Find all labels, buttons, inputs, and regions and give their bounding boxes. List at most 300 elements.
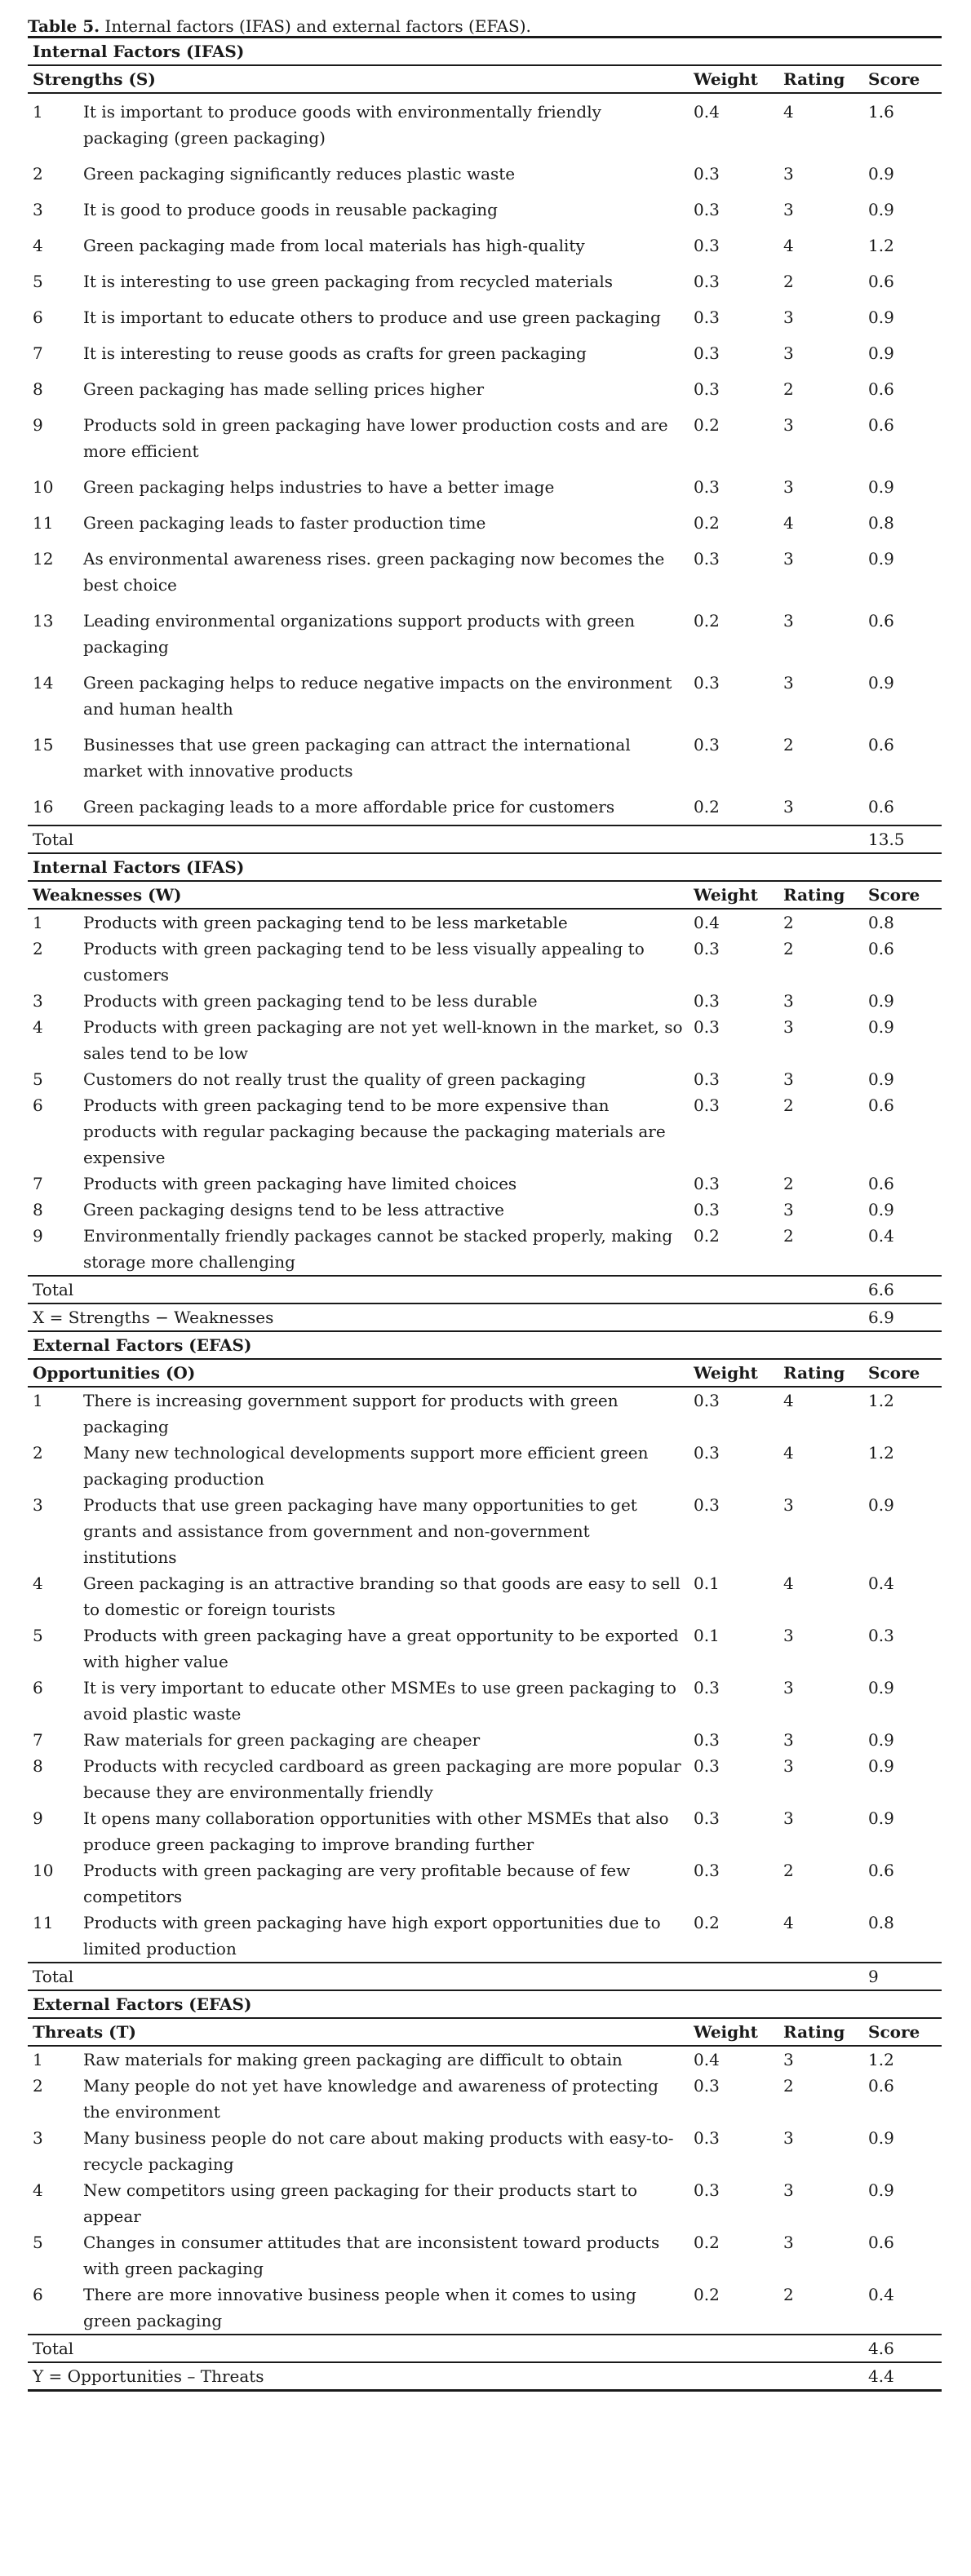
item-number: 8: [33, 379, 43, 399]
table-row: [28, 541, 942, 603]
total-label: Total: [28, 1276, 863, 1303]
item-description: Products with green packaging have high export opportunities due to limited production: [83, 1913, 661, 1959]
threats-total: [28, 2335, 942, 2391]
item-description: Many people do not yet have knowledge and awareness of protecting the environment: [83, 2076, 658, 2122]
item-weight: 0.3: [694, 1861, 720, 1880]
item-rating: 3: [783, 611, 794, 631]
group-heading: Opportunities (O): [28, 1359, 689, 1387]
table-row: [28, 1675, 942, 1727]
item-number: 5: [33, 1069, 43, 1089]
weight-header: Weight: [689, 881, 778, 909]
table-row: [28, 603, 942, 665]
item-rating: 3: [783, 1626, 794, 1645]
table-row: [28, 371, 942, 407]
item-weight: 0.3: [694, 1808, 720, 1828]
x-row: [28, 1303, 942, 1331]
item-weight: 0.3: [694, 1756, 720, 1776]
item-rating: 2: [783, 939, 794, 958]
item-rating: 4: [783, 1391, 794, 1410]
weaknesses-rows: [28, 909, 942, 1276]
item-score: 0.6: [868, 379, 894, 399]
group-heading: Weaknesses (W): [28, 881, 689, 909]
item-number: 1: [33, 2050, 43, 2069]
item-number: 4: [33, 236, 43, 255]
x-value: 6.9: [863, 1303, 942, 1331]
table-row: [28, 505, 942, 541]
item-description: Changes in consumer attitudes that are inconsistent toward products with green packaging: [83, 2233, 660, 2278]
item-rating: 3: [783, 1069, 794, 1089]
item-rating: 4: [783, 1443, 794, 1463]
item-number: 14: [33, 673, 54, 693]
item-score: 0.6: [868, 735, 894, 755]
table-row: [28, 299, 942, 335]
item-rating: 2: [783, 1095, 794, 1115]
item-description: Products with green packaging are very profitable because of few competitors: [83, 1861, 631, 1906]
item-rating: 2: [783, 272, 794, 291]
item-rating: 3: [783, 1495, 794, 1515]
item-rating: 3: [783, 1730, 794, 1750]
item-weight: 0.3: [694, 1200, 720, 1219]
item-weight: 0.2: [694, 797, 720, 817]
y-label: Y = Opportunities – Threats: [28, 2362, 863, 2391]
total-row: [28, 1276, 942, 1303]
table-row: [28, 1092, 942, 1171]
item-description: Raw materials for making green packaging are difficult to obtain: [83, 2050, 623, 2069]
item-rating: 3: [783, 1017, 794, 1037]
item-rating: 3: [783, 343, 794, 363]
item-weight: 0.4: [694, 913, 720, 932]
item-rating: 2: [783, 1226, 794, 1246]
rating-header: Rating: [778, 2018, 863, 2046]
item-score: 0.9: [868, 549, 894, 569]
item-number: 3: [33, 1495, 43, 1515]
section-title: Internal Factors (IFAS): [28, 853, 942, 881]
table-row: [28, 156, 942, 192]
item-number: 15: [33, 735, 54, 755]
item-rating: 3: [783, 797, 794, 817]
item-score: 0.9: [868, 1730, 894, 1750]
score-header: Score: [863, 881, 942, 909]
item-rating: 3: [783, 549, 794, 569]
strengths-block: [28, 38, 942, 94]
table-row: [28, 1197, 942, 1223]
item-description: Green packaging made from local materials has high-quality: [83, 236, 585, 255]
item-description: Products with green packaging tend to be less marketable: [83, 913, 568, 932]
total-label: Total: [28, 1963, 863, 1990]
item-number: 9: [33, 415, 43, 435]
item-weight: 0.2: [694, 1226, 720, 1246]
total-label: Total: [28, 2335, 863, 2362]
item-weight: 0.3: [694, 1495, 720, 1515]
item-score: 1.2: [868, 1443, 894, 1463]
item-rating: 2: [783, 1174, 794, 1193]
item-score: 1.6: [868, 102, 894, 122]
item-weight: 0.3: [694, 939, 720, 958]
item-weight: 0.3: [694, 1391, 720, 1410]
item-score: 0.8: [868, 913, 894, 932]
item-number: 5: [33, 1626, 43, 1645]
item-score: 0.9: [868, 1495, 894, 1515]
item-weight: 0.3: [694, 735, 720, 755]
item-description: As environmental awareness rises. green packaging now becomes the best choice: [83, 549, 665, 595]
group-header-row: [28, 881, 942, 909]
weight-header: Weight: [689, 1359, 778, 1387]
item-weight: 0.2: [694, 415, 720, 435]
table-row: [28, 1570, 942, 1622]
item-score: 1.2: [868, 2050, 894, 2069]
item-weight: 0.4: [694, 102, 720, 122]
item-score: 0.6: [868, 2076, 894, 2096]
item-score: 0.9: [868, 308, 894, 327]
item-weight: 0.2: [694, 2233, 720, 2252]
item-rating: 3: [783, 477, 794, 497]
table-row: [28, 1492, 942, 1570]
item-description: Green packaging helps industries to have a better image: [83, 477, 555, 497]
item-description: It is important to educate others to produce and use green packaging: [83, 308, 661, 327]
table-row: [28, 2046, 942, 2073]
item-score: 1.2: [868, 1391, 894, 1410]
item-rating: 3: [783, 164, 794, 184]
section-title-row: [28, 1331, 942, 1359]
table-row: [28, 93, 942, 156]
table-row: [28, 2177, 942, 2229]
item-description: Many new technological developments support more efficient green packaging production: [83, 1443, 649, 1489]
item-description: Green packaging leads to a more affordable price for customers: [83, 797, 615, 817]
item-number: 4: [33, 2180, 43, 2200]
table-row: [28, 665, 942, 727]
item-rating: 3: [783, 200, 794, 219]
total-value: 6.6: [863, 1276, 942, 1303]
item-score: 0.9: [868, 164, 894, 184]
item-number: 12: [33, 549, 54, 569]
item-description: Businesses that use green packaging can attract the international market with innovative products: [83, 735, 631, 781]
item-description: Products sold in green packaging have lower production costs and are more efficient: [83, 415, 668, 461]
y-row: [28, 2362, 942, 2391]
table-row: [28, 2073, 942, 2125]
opportunities-rows: [28, 1387, 942, 1963]
total-label: Total: [28, 825, 863, 853]
item-weight: 0.3: [694, 164, 720, 184]
table-caption: [28, 0, 943, 36]
item-description: Green packaging designs tend to be less attractive: [83, 1200, 504, 1219]
item-score: 0.9: [868, 1678, 894, 1697]
item-description: Green packaging helps to reduce negative impacts on the environment and human health: [83, 673, 672, 719]
item-score: 0.9: [868, 477, 894, 497]
item-score: 0.9: [868, 2128, 894, 2148]
ifas-efas-table: [28, 36, 942, 2392]
rating-header: Rating: [778, 65, 863, 93]
item-score: 0.6: [868, 1095, 894, 1115]
item-number: 7: [33, 1174, 43, 1193]
item-number: 6: [33, 1095, 43, 1115]
item-number: 3: [33, 2128, 43, 2148]
table-row: [28, 1727, 942, 1753]
item-score: 0.9: [868, 200, 894, 219]
total-row: [28, 825, 942, 853]
item-number: 1: [33, 1391, 43, 1410]
item-weight: 0.3: [694, 477, 720, 497]
item-description: It is interesting to use green packaging from recycled materials: [83, 272, 613, 291]
item-rating: 3: [783, 1200, 794, 1219]
table-row: [28, 1440, 942, 1492]
section-title: External Factors (EFAS): [28, 1331, 942, 1359]
item-rating: 2: [783, 913, 794, 932]
item-number: 13: [33, 611, 54, 631]
table-row: [28, 1387, 942, 1440]
item-rating: 2: [783, 735, 794, 755]
section-title-row: [28, 38, 942, 66]
rating-header: Rating: [778, 881, 863, 909]
item-score: 0.9: [868, 1756, 894, 1776]
item-rating: 3: [783, 2180, 794, 2200]
item-rating: 3: [783, 1678, 794, 1697]
section-title: Internal Factors (IFAS): [28, 38, 942, 66]
item-number: 9: [33, 1226, 43, 1246]
item-rating: 3: [783, 673, 794, 693]
group-heading: Strengths (S): [28, 65, 689, 93]
table-row: [28, 1066, 942, 1092]
item-number: 9: [33, 1808, 43, 1828]
item-number: 4: [33, 1573, 43, 1593]
strengths-rows: [28, 93, 942, 825]
total-row: [28, 1963, 942, 1990]
item-score: 1.2: [868, 236, 894, 255]
item-score: 0.6: [868, 797, 894, 817]
item-rating: 4: [783, 513, 794, 533]
item-rating: 3: [783, 415, 794, 435]
item-description: It is good to produce goods in reusable packaging: [83, 200, 498, 219]
item-description: Green packaging is an attractive branding so that goods are easy to sell to domestic or foreign tourists: [83, 1573, 681, 1619]
item-rating: 2: [783, 1861, 794, 1880]
item-weight: 0.2: [694, 1913, 720, 1932]
item-description: It is interesting to reuse goods as crafts for green packaging: [83, 343, 587, 363]
item-number: 2: [33, 2076, 43, 2096]
weaknesses-total: [28, 1276, 942, 1331]
item-description: It opens many collaboration opportunities with other MSMEs that also produce green packaging to improve branding further: [83, 1808, 669, 1854]
item-number: 6: [33, 308, 43, 327]
item-number: 6: [33, 2285, 43, 2304]
item-score: 0.9: [868, 1069, 894, 1089]
item-rating: 4: [783, 1573, 794, 1593]
item-weight: 0.3: [694, 308, 720, 327]
item-number: 7: [33, 343, 43, 363]
item-score: 0.6: [868, 1174, 894, 1193]
item-score: 0.9: [868, 2180, 894, 2200]
item-rating: 4: [783, 102, 794, 122]
item-weight: 0.3: [694, 343, 720, 363]
item-number: 2: [33, 1443, 43, 1463]
threats-rows: [28, 2046, 942, 2335]
score-header: Score: [863, 1359, 942, 1387]
item-description: Products with green packaging tend to be more expensive than products with regular packaging because the packaging materials are expensive: [83, 1095, 666, 1167]
item-description: Products with green packaging are not yet well-known in the market, so sales tend to be low: [83, 1017, 683, 1063]
item-description: New competitors using green packaging for their products start to appear: [83, 2180, 638, 2226]
item-score: 0.9: [868, 991, 894, 1011]
item-score: 0.6: [868, 611, 894, 631]
item-score: 0.8: [868, 1913, 894, 1932]
item-weight: 0.3: [694, 2128, 720, 2148]
item-number: 16: [33, 797, 54, 817]
item-number: 5: [33, 272, 43, 291]
item-number: 2: [33, 164, 43, 184]
table-row: [28, 407, 942, 469]
item-description: Products with green packaging tend to be less visually appealing to customers: [83, 939, 645, 985]
opportunities-block: [28, 1331, 942, 1387]
item-rating: 4: [783, 1913, 794, 1932]
table-caption-label: Table 5.: [28, 16, 100, 36]
item-number: 1: [33, 102, 43, 122]
weaknesses-block: [28, 853, 942, 909]
item-rating: 2: [783, 2285, 794, 2304]
section-title-row: [28, 1990, 942, 2018]
table-row: [28, 1014, 942, 1066]
item-number: 8: [33, 1756, 43, 1776]
item-weight: 0.2: [694, 513, 720, 533]
rating-header: Rating: [778, 1359, 863, 1387]
item-weight: 0.3: [694, 1678, 720, 1697]
item-score: 0.6: [868, 939, 894, 958]
item-weight: 0.3: [694, 379, 720, 399]
item-score: 0.9: [868, 343, 894, 363]
total-value: 9: [863, 1963, 942, 1990]
item-rating: 3: [783, 991, 794, 1011]
item-weight: 0.3: [694, 2076, 720, 2096]
item-score: 0.3: [868, 1626, 894, 1645]
item-description: Customers do not really trust the quality of green packaging: [83, 1069, 587, 1089]
table-row: [28, 727, 942, 789]
item-description: It is important to produce goods with environmentally friendly packaging (green packaging): [83, 102, 601, 148]
item-number: 6: [33, 1678, 43, 1697]
item-description: Products that use green packaging have many opportunities to get grants and assistance from government and non-government institutions: [83, 1495, 637, 1567]
item-score: 0.6: [868, 2233, 894, 2252]
item-rating: 3: [783, 2050, 794, 2069]
item-weight: 0.3: [694, 200, 720, 219]
item-description: Products with recycled cardboard as green packaging are more popular because they are environmentally friendly: [83, 1756, 681, 1802]
table-row: [28, 2125, 942, 2177]
group-header-row: [28, 2018, 942, 2046]
item-number: 5: [33, 2233, 43, 2252]
item-weight: 0.3: [694, 1443, 720, 1463]
item-score: 0.9: [868, 1017, 894, 1037]
item-rating: 3: [783, 308, 794, 327]
table-row: [28, 335, 942, 371]
item-score: 0.8: [868, 513, 894, 533]
item-score: 0.4: [868, 1226, 894, 1246]
item-number: 2: [33, 939, 43, 958]
item-rating: 4: [783, 236, 794, 255]
item-number: 7: [33, 1730, 43, 1750]
item-weight: 0.3: [694, 2180, 720, 2200]
item-rating: 3: [783, 1756, 794, 1776]
item-number: 1: [33, 913, 43, 932]
item-description: It is very important to educate other MSMEs to use green packaging to avoid plastic waste: [83, 1678, 676, 1724]
score-header: Score: [863, 2018, 942, 2046]
item-score: 0.4: [868, 1573, 894, 1593]
group-header-row: [28, 65, 942, 93]
item-score: 0.6: [868, 272, 894, 291]
opportunities-total: [28, 1963, 942, 1990]
y-value: 4.4: [863, 2362, 942, 2391]
table-row: [28, 2229, 942, 2282]
item-description: Green packaging significantly reduces plastic waste: [83, 164, 516, 184]
group-heading: Threats (T): [28, 2018, 689, 2046]
table-caption-text: Internal factors (IFAS) and external factors (EFAS).: [100, 16, 531, 36]
item-weight: 0.4: [694, 2050, 720, 2069]
item-description: Raw materials for green packaging are cheaper: [83, 1730, 481, 1750]
item-number: 10: [33, 477, 54, 497]
item-weight: 0.2: [694, 611, 720, 631]
section-title-row: [28, 853, 942, 881]
item-description: Many business people do not care about making products with easy-to-recycle packaging: [83, 2128, 674, 2174]
item-score: 0.6: [868, 415, 894, 435]
item-weight: 0.1: [694, 1573, 720, 1593]
table-row: [28, 1753, 942, 1805]
total-value: 4.6: [863, 2335, 942, 2362]
table-row: [28, 1171, 942, 1197]
item-weight: 0.3: [694, 549, 720, 569]
item-rating: 2: [783, 2076, 794, 2096]
item-score: 0.4: [868, 2285, 894, 2304]
total-row: [28, 2335, 942, 2362]
table-row: [28, 909, 942, 936]
item-weight: 0.3: [694, 673, 720, 693]
item-rating: 3: [783, 2233, 794, 2252]
weight-header: Weight: [689, 65, 778, 93]
item-score: 0.9: [868, 1808, 894, 1828]
table-row: [28, 1622, 942, 1675]
item-description: Green packaging has made selling prices higher: [83, 379, 485, 399]
item-weight: 0.3: [694, 1095, 720, 1115]
item-description: Products with green packaging have limited choices: [83, 1174, 517, 1193]
item-weight: 0.3: [694, 1017, 720, 1037]
item-weight: 0.3: [694, 1730, 720, 1750]
item-description: Green packaging leads to faster production time: [83, 513, 486, 533]
table-row: [28, 1805, 942, 1857]
item-rating: 2: [783, 379, 794, 399]
item-weight: 0.3: [694, 236, 720, 255]
total-value: 13.5: [863, 825, 942, 853]
table-row: [28, 1223, 942, 1276]
item-description: Products with green packaging tend to be less durable: [83, 991, 538, 1011]
item-description: Leading environmental organizations support products with green packaging: [83, 611, 636, 657]
item-score: 0.9: [868, 673, 894, 693]
table-row: [28, 469, 942, 505]
item-weight: 0.2: [694, 2285, 720, 2304]
table-row: [28, 263, 942, 299]
group-header-row: [28, 1359, 942, 1387]
item-number: 11: [33, 1913, 54, 1932]
item-number: 3: [33, 991, 43, 1011]
item-score: 0.9: [868, 1200, 894, 1219]
table-row: [28, 789, 942, 825]
item-number: 10: [33, 1861, 54, 1880]
item-weight: 0.3: [694, 1069, 720, 1089]
table-row: [28, 936, 942, 988]
item-description: Environmentally friendly packages cannot be stacked properly, making storage more challenging: [83, 1226, 673, 1272]
section-title: External Factors (EFAS): [28, 1990, 942, 2018]
item-description: There is increasing government support for products with green packaging: [83, 1391, 619, 1436]
item-number: 8: [33, 1200, 43, 1219]
item-rating: 3: [783, 1808, 794, 1828]
item-weight: 0.3: [694, 272, 720, 291]
item-description: There are more innovative business people when it comes to using green packaging: [83, 2285, 636, 2330]
table-row: [28, 228, 942, 263]
table-row: [28, 2282, 942, 2335]
item-score: 0.6: [868, 1861, 894, 1880]
item-weight: 0.3: [694, 1174, 720, 1193]
item-description: Products with green packaging have a great opportunity to be exported with higher value: [83, 1626, 679, 1671]
item-number: 3: [33, 200, 43, 219]
